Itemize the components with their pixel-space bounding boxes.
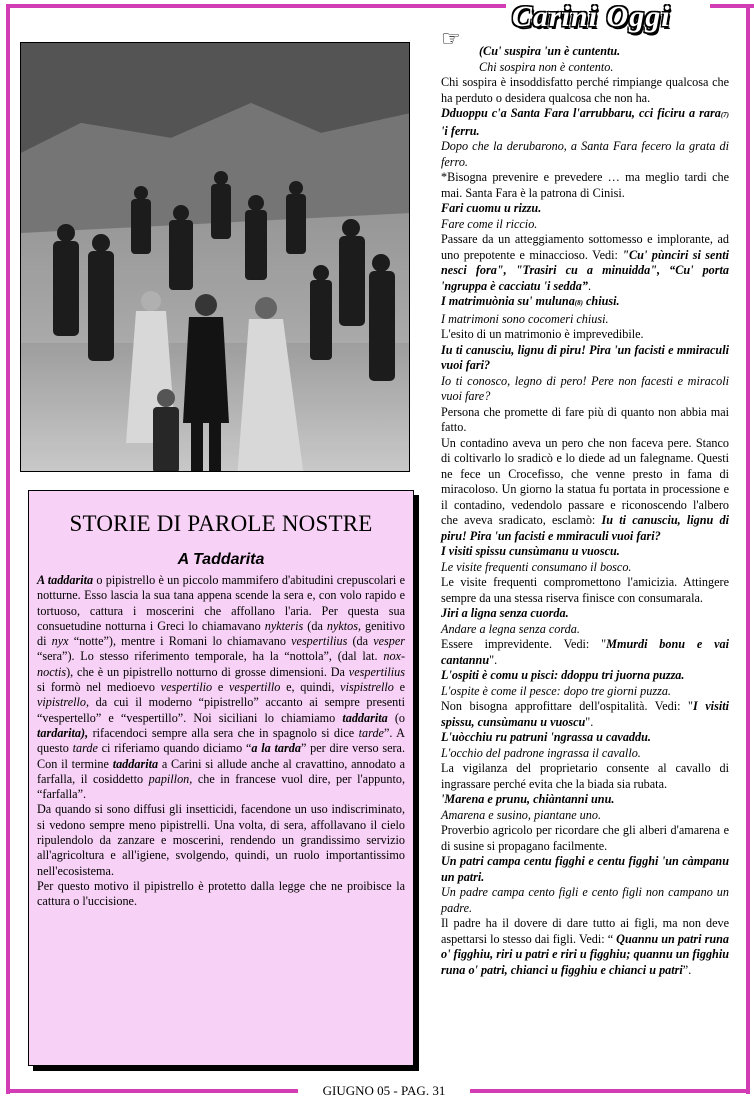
proverb-explanation: Persona che promette di fare più di quanto non abbia mai fatto.: [441, 404, 729, 434]
proverb-explanation: L'esito di un matrimonio è imprevedibile.: [441, 327, 644, 341]
proverb-translation: Dopo che la derubarono, a Santa Fara fecero la grata di ferro.: [441, 139, 729, 169]
proverb-translation: L'occhio del padrone ingrassa il cavallo.: [441, 745, 641, 760]
proverb-translation: Un padre campa cento figli e cento figli non campano un padre.: [441, 885, 729, 915]
story-subtitle: A Taddarita: [177, 551, 265, 568]
proverb-title: I visiti spissu cunsùmanu u vuoscu.: [441, 544, 620, 558]
proverb-title: Iu ti canusciu, lignu di piru! Pira 'un facisti e mmiraculi vuoi fari?: [441, 342, 729, 372]
proverb-explanation: Passare da un atteggiamento sottomesso e implorante, ad uno prepotente e minaccioso. Vedi: "Cu' pùnciri si senti nesci fora", "Trasiri cu a minuidda", “Cu' porta 'ngruppa è cacciatu 'i sedda”.: [441, 232, 730, 293]
page-footer: GIUGNO 05 - PAG. 31: [322, 1083, 446, 1098]
proverb-title: Un patri campa centu figghi e centu figghi 'un càmpanu un patri.: [441, 854, 729, 884]
photo-illustration: [21, 43, 410, 472]
story-body: [37, 573, 405, 910]
frame-top-right-border: [710, 4, 754, 8]
proverb-title: Dduoppu c'a Santa Fara l'arrubbaru, cci ficiru a rara(7) 'i ferru.: [441, 106, 729, 138]
proverb-title: Jiri a ligna senza cuorda.: [441, 606, 569, 620]
proverb-translation: Chi sospira non è contento.: [479, 59, 614, 74]
frame-right-border: [746, 4, 750, 1094]
proverb-translation: I matrimoni sono cocomeri chiusi.: [441, 311, 609, 326]
proverb-explanation: Le visite frequenti compromettono l'amicizia. Attingere sempre da una stessa riserva finisce con consumarala.: [441, 575, 729, 605]
story-box: [28, 490, 414, 1066]
proverb-explanation: Chi sospira è insoddisfatto perché rimpiange qualcosa che ha perduto o desidera qualcosa che non ha.: [441, 75, 729, 105]
proverb-explanation: La vigilanza del proprietario consente al cavallo di ingrassare perché evita che la biada sia rubata.: [441, 761, 729, 791]
proverb-title: Fari cuomu u rizzu.: [441, 201, 542, 215]
proverb-translation: L'ospite è come il pesce: dopo tre giorni puzza.: [441, 683, 671, 698]
masthead-logo: Carini Oggi: [512, 0, 671, 33]
proverb-explanation: Un contadino aveva un pero che non faceva pere. Stanco di coltivarlo lo sradicò e lo diede ad un falegname. Questi ne fece un Crocefisso, che venne presto in fama di miracoloso. Un giorno la statua fu portata in processione e il contadino, vedendolo passare e riconoscendo l'albero che aveva sradicato, esclamò: Iu ti canusciu, lignu di piru! Pira 'un facisti e mmiraculi vuoi fari?: [441, 435, 729, 543]
story-paragraph-1: A taddarita o pipistrello è un piccolo mammifero d'abitudini crepuscolari e notturne. Esso lascia la sua tana appena scende la sera e, con volo rapido e tortuoso, cattura i moscerini che affollano l'aria. Per questa sua consuetudine notturna i Greci lo chiamavano nykteris (da nyktos, genitivo di nyx “notte”), mentre i Romani lo chiamavano vespertilius (da vesper “sera”). Lo stesso riferimento temporale, ha la “nottola”, (dal lat. nox-noctis), che è un pipistrello notturno di grosse dimensioni. Da vespertilius si formò nel medioevo vespertilio e vespertillo e, quindi, vispistrello e vipistrello, da cui il moderno “pipistrello” accanto ai sempre presenti “vespertello” e “vespertillo”. Noi siciliani lo chiamiamo taddarita (o tardarita), rifacendoci sempre alla sera che in spagnolo si dice tarde”. A questo tarde ci riferiamo quando diciamo “a la tarda” per dire verso sera. Con il termine taddarita a Carini si allude anche al cravattino, annodato a farfalla, il cosiddetto papillon, che in francese vuol dire, per l'appunto, “farfalla”.: [37, 573, 406, 802]
pointing-hand-icon: ☞: [441, 26, 461, 51]
proverb-translation: Fare come il riccio.: [441, 216, 538, 231]
frame-bottom-border: [6, 1089, 298, 1093]
frame-bottom-right-border: [470, 1089, 750, 1093]
proverb-title: L'ospiti è comu u pisci: ddoppu tri juorna puzza.: [441, 668, 685, 682]
proverb-translation: Andare a legna senza corda.: [441, 621, 580, 636]
proverb-explanation: Proverbio agricolo per ricordare che gli alberi d'amarena e di susine si propagano facilmente.: [441, 823, 729, 853]
story-paragraph-2: Da quando si sono diffusi gli insetticidi, facendone un uso indiscriminato, si vedono sempre meno pipistrelli. Una volta, di sera, affollavano il cielo ripulendolo da zanzare e moscerini, rendendo un grandissimo servizio all'agricoltura e all'igiene, svolgendo, quindi, un ruolo importantissimo nell'ecosistema.: [37, 802, 405, 878]
proverbs-column: [441, 44, 729, 978]
proverb-title: I matrimuònia su' muluna(8) chiusi.: [441, 294, 620, 308]
proverb-title: (Cu' suspira 'un è cuntentu.: [479, 44, 621, 58]
proverb-title: 'Marena e prunu, chiàntanni unu.: [441, 792, 615, 806]
proverb-explanation: *Bisogna prevenire e prevedere … ma meglio tardi che mai. Santa Fara è la patrona di Cinisi.: [441, 170, 729, 200]
proverb-translation: Le visite frequenti consumano il bosco.: [441, 559, 632, 574]
proverb-title: L'uòcchiu ru patruni 'ngrassa u cavaddu.: [441, 730, 651, 744]
proverb-explanation: Non bisogna approfittare dell'ospitalità. Vedi: "I visiti spissu, cunsùmanu u vuoscu".: [441, 699, 729, 729]
proverb-explanation: Essere imprevidente. Vedi: "Mmurdi bonu e vai cantannu".: [441, 637, 729, 667]
proverb-translation: Amarena e susino, piantane uno.: [441, 807, 602, 822]
story-title: STORIE DI PAROLE NOSTRE: [69, 511, 373, 536]
proverb-translation: Io ti conosco, legno di pero! Pere non facesti e miracoli vuoi fare?: [441, 373, 729, 403]
wedding-procession-photo: [20, 42, 410, 472]
frame-left-border: [6, 4, 10, 1094]
frame-top-border: [6, 4, 506, 8]
proverb-explanation: Il padre ha il dovere di dare tutto ai figli, ma non deve aspettarsi lo stesso dai figli. Vedi: “ Quannu un patri runa o' figghiu, riri u patri e riri u figghiu; quannu un figghiu runa o' patri, chianci u figghiu e chianci u patri”.: [441, 916, 729, 977]
story-paragraph-3: Per questo motivo il pipistrello è protetto dalla legge che ne proibisce la cattura o l'uccisione.: [37, 878, 405, 909]
